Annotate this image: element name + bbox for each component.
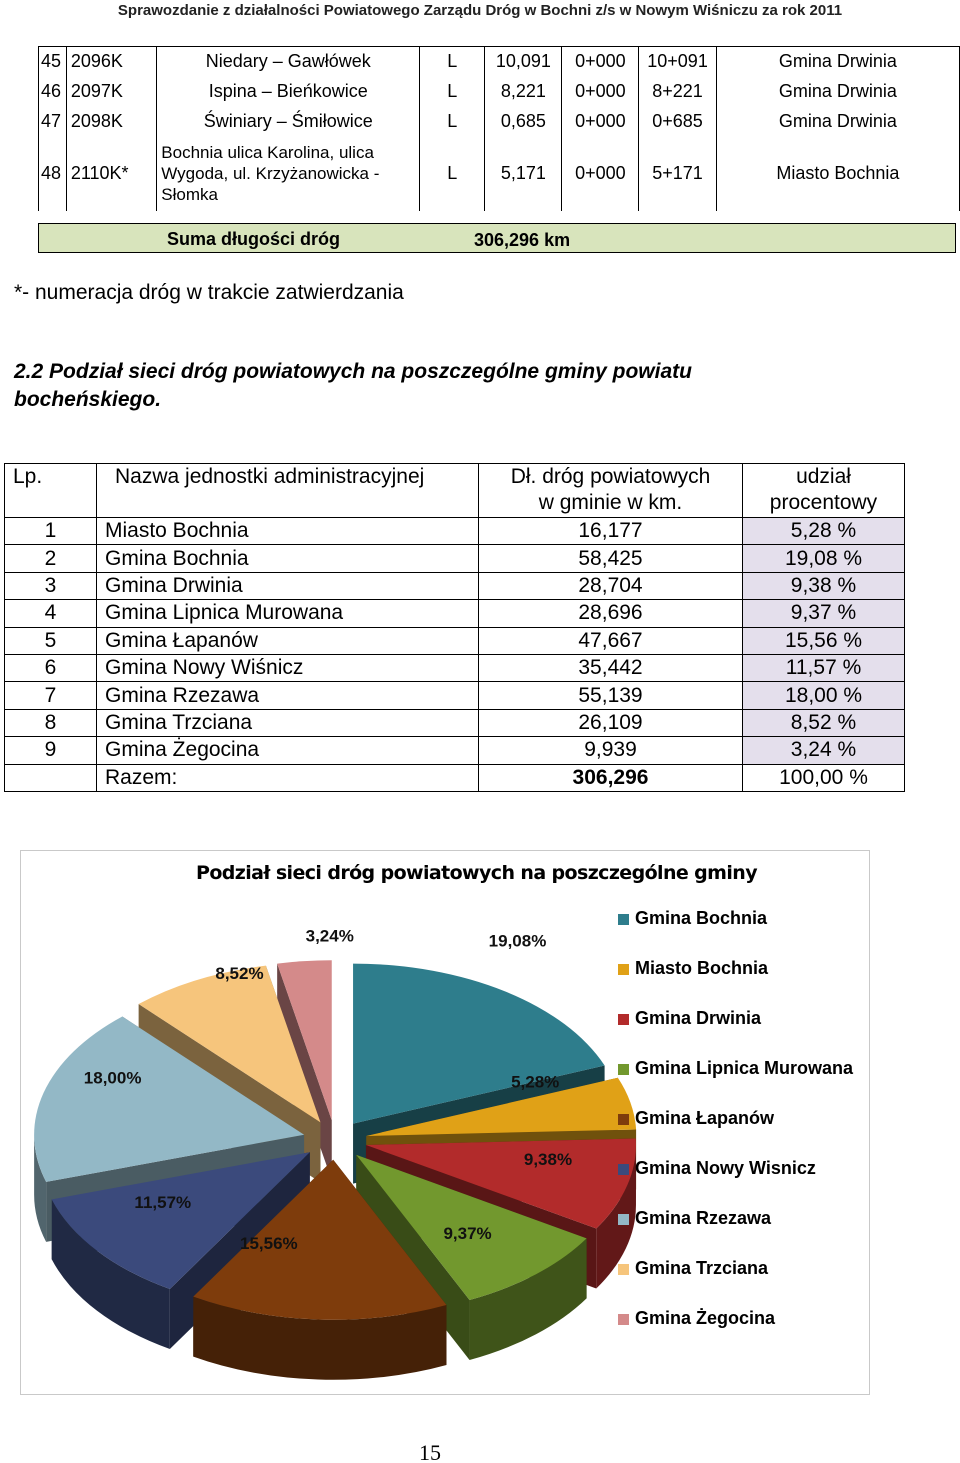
row-pct: 11,57 % bbox=[743, 654, 905, 681]
legend-label: Gmina Łapanów bbox=[635, 1108, 775, 1128]
road-length: 5,171 bbox=[485, 137, 562, 211]
legend-swatch bbox=[618, 1014, 629, 1025]
row-lp: 3 bbox=[5, 572, 97, 599]
road-category: L bbox=[420, 137, 485, 211]
pie-data-label: 9,37% bbox=[443, 1223, 492, 1243]
row-pct: 3,24 % bbox=[743, 737, 905, 764]
legend-swatch bbox=[618, 964, 629, 975]
row-name: Gmina Lipnica Murowana bbox=[97, 600, 479, 627]
road-start: 0+000 bbox=[562, 137, 639, 211]
road-gmina: Miasto Bochnia bbox=[716, 137, 959, 211]
road-name: Świniary – Śmiłowice bbox=[157, 107, 420, 137]
road-start: 0+000 bbox=[562, 47, 639, 77]
legend-swatch bbox=[618, 1064, 629, 1075]
legend-item bbox=[618, 958, 878, 982]
road-lp: 47 bbox=[39, 107, 67, 137]
legend-swatch bbox=[618, 1214, 629, 1225]
total-label: Razem: bbox=[97, 764, 479, 791]
section-title: 2.2 Podział sieci dróg powiatowych na poszczególne gminy powiatu bocheńskiego. bbox=[14, 360, 692, 411]
road-category: L bbox=[420, 47, 485, 77]
page-header: Sprawozdanie z działalności Powiatowego Zarządu Dróg w Bochni z/s w Nowym Wiśniczu za rok 2011 bbox=[117, 2, 843, 19]
row-lp: 6 bbox=[5, 654, 97, 681]
road-length: 8,221 bbox=[485, 77, 562, 107]
road-end: 8+221 bbox=[639, 77, 716, 107]
chart-title: Podział sieci dróg powiatowych na poszczególne gminy bbox=[196, 862, 758, 884]
row-km: 47,667 bbox=[479, 627, 743, 654]
road-category: L bbox=[420, 77, 485, 107]
legend-item bbox=[618, 1058, 878, 1082]
roads-sum-label: Suma długości dróg bbox=[167, 229, 341, 249]
row-km: 35,442 bbox=[479, 654, 743, 681]
pie-data-label: 8,52% bbox=[215, 963, 264, 983]
row-name: Gmina Rzezawa bbox=[97, 682, 479, 709]
road-start: 0+000 bbox=[562, 107, 639, 137]
row-km: 9,939 bbox=[479, 737, 743, 764]
legend-swatch bbox=[618, 1314, 629, 1325]
road-category: L bbox=[420, 107, 485, 137]
road-name: Ispina – Bieńkowice bbox=[157, 77, 420, 107]
roads-sum-value: 306,296 km bbox=[474, 230, 571, 250]
row-pct: 18,00 % bbox=[743, 682, 905, 709]
row-km: 28,696 bbox=[479, 600, 743, 627]
legend-label: Miasto Bochnia bbox=[635, 958, 769, 978]
road-length: 0,685 bbox=[485, 107, 562, 137]
road-end: 5+171 bbox=[639, 137, 716, 211]
legend-swatch bbox=[618, 1114, 629, 1125]
legend-swatch bbox=[618, 914, 629, 925]
road-number: 2097K bbox=[66, 77, 156, 107]
road-gmina: Gmina Drwinia bbox=[716, 77, 959, 107]
pie-data-label: 18,00% bbox=[83, 1068, 142, 1088]
row-lp: 8 bbox=[5, 709, 97, 736]
row-lp: 9 bbox=[5, 737, 97, 764]
row-lp: 5 bbox=[5, 627, 97, 654]
pie-data-label: 5,28% bbox=[511, 1072, 560, 1092]
legend-item bbox=[618, 1308, 878, 1332]
road-name: Niedary – Gawłówek bbox=[157, 47, 420, 77]
road-lp: 45 bbox=[39, 47, 67, 77]
row-name: Gmina Bochnia bbox=[97, 545, 479, 572]
legend-item bbox=[618, 1158, 878, 1182]
legend-label: Gmina Trzciana bbox=[635, 1258, 769, 1278]
col-name-header: Nazwa jednostki administracyjnej bbox=[97, 464, 479, 518]
legend-label: Gmina Żegocina bbox=[635, 1308, 776, 1328]
row-km: 58,425 bbox=[479, 545, 743, 572]
pie-data-label: 19,08% bbox=[488, 931, 547, 951]
legend-swatch bbox=[618, 1264, 629, 1275]
pie-data-label: 15,56% bbox=[240, 1233, 298, 1253]
row-name: Miasto Bochnia bbox=[97, 518, 479, 545]
legend-item bbox=[618, 1008, 878, 1032]
row-pct: 5,28 % bbox=[743, 518, 905, 545]
row-pct: 19,08 % bbox=[743, 545, 905, 572]
row-pct: 9,38 % bbox=[743, 572, 905, 599]
road-lp: 46 bbox=[39, 77, 67, 107]
road-number: 2110K* bbox=[66, 137, 156, 211]
legend-label: Gmina Drwinia bbox=[635, 1008, 762, 1028]
row-lp: 1 bbox=[5, 518, 97, 545]
legend-item bbox=[618, 1208, 878, 1232]
road-number: 2096K bbox=[66, 47, 156, 77]
legend-label: Gmina Bochnia bbox=[635, 908, 768, 928]
row-name: Gmina Łapanów bbox=[97, 627, 479, 654]
road-start: 0+000 bbox=[562, 77, 639, 107]
road-number: 2098K bbox=[66, 107, 156, 137]
col-km-header: Dł. dróg powiatowych w gminie w km. bbox=[479, 464, 743, 518]
legend-item bbox=[618, 1258, 878, 1282]
road-length: 10,091 bbox=[485, 47, 562, 77]
row-lp: 4 bbox=[5, 600, 97, 627]
road-gmina: Gmina Drwinia bbox=[716, 47, 959, 77]
legend-item bbox=[618, 908, 878, 932]
col-pct-header: udział procentowy bbox=[743, 464, 905, 518]
footnote: *- numeracja dróg w trakcie zatwierdzania bbox=[14, 281, 404, 304]
legend-swatch bbox=[618, 1164, 629, 1175]
road-lp: 48 bbox=[39, 137, 67, 211]
road-end: 10+091 bbox=[639, 47, 716, 77]
pie-data-label: 3,24% bbox=[305, 926, 354, 946]
row-km: 55,139 bbox=[479, 682, 743, 709]
road-gmina: Gmina Drwinia bbox=[716, 107, 959, 137]
row-km: 28,704 bbox=[479, 572, 743, 599]
road-end: 0+685 bbox=[639, 107, 716, 137]
legend-item bbox=[618, 1108, 878, 1132]
row-lp: 7 bbox=[5, 682, 97, 709]
row-pct: 8,52 % bbox=[743, 709, 905, 736]
row-pct: 15,56 % bbox=[743, 627, 905, 654]
legend-label: Gmina Rzezawa bbox=[635, 1208, 772, 1228]
row-lp: 2 bbox=[5, 545, 97, 572]
pie-data-label: 11,57% bbox=[134, 1193, 192, 1213]
row-pct: 9,37 % bbox=[743, 600, 905, 627]
total-pct: 100,00 % bbox=[743, 764, 905, 791]
pie-data-label: 9,38% bbox=[523, 1149, 573, 1169]
total-km: 306,296 bbox=[479, 764, 743, 791]
row-name: Gmina Żegocina bbox=[97, 737, 479, 764]
row-name: Gmina Drwinia bbox=[97, 572, 479, 599]
col-lp-header: Lp. bbox=[5, 464, 97, 518]
page-number: 15 bbox=[419, 1440, 441, 1463]
legend-label: Gmina Lipnica Murowana bbox=[635, 1058, 854, 1078]
road-name: Bochnia ulica Karolina, ulica Wygoda, ul. Krzyżanowicka - Słomka bbox=[157, 137, 420, 211]
row-km: 16,177 bbox=[479, 518, 743, 545]
row-km: 26,109 bbox=[479, 709, 743, 736]
legend-label: Gmina Nowy Wisnicz bbox=[635, 1158, 816, 1178]
row-name: Gmina Trzciana bbox=[97, 709, 479, 736]
row-name: Gmina Nowy Wiśnicz bbox=[97, 654, 479, 681]
